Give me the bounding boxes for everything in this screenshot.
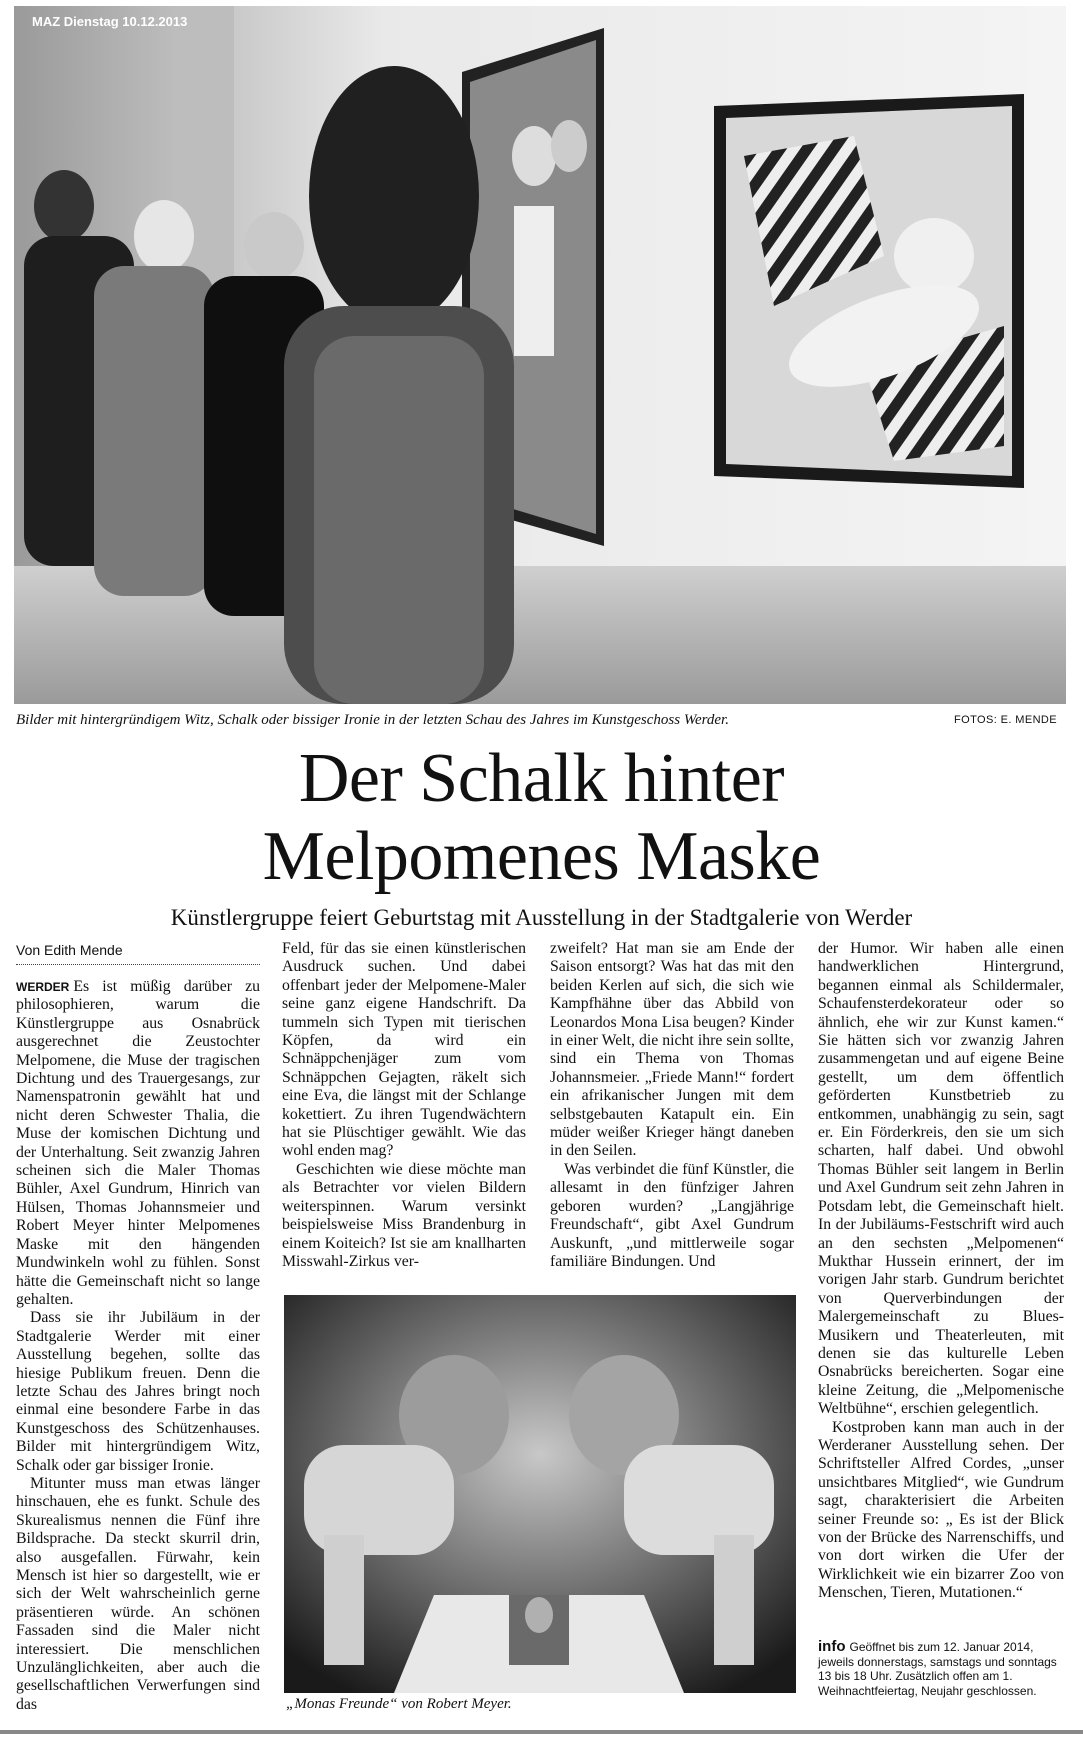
gallery-photo (14, 6, 1066, 704)
info-text: Geöffnet bis zum 12. Januar 2014, jeweils donnerstags, samstags und sonntags 13 bis 18 Uhr. Zusätzlich offen am 1. Weihnachtfeiertag, Neujahr geschlossen. (818, 1640, 1057, 1698)
painting-photo (284, 1295, 796, 1693)
info-label: info (818, 1638, 846, 1655)
byline: Von Edith Mende (16, 942, 260, 965)
subheadline: Künstlergruppe feiert Geburtstag mit Ausstellung in der Stadtgalerie von Werder (170, 905, 913, 930)
article-paragraph: Mitunter muss man etwas länger hinschauen, ehe es funkt. Schule des Skurealismus nennen die Fünf ihre Bildsprache. Da steckt skurril drin, also ausgefallen. Fürwahr, kein Mensch ist hier so dargestellt, wie er sich der Welt wahrscheinlich gerne präsentieren würde. An schönen Fassaden sind die Maler nicht interessiert. Die menschlichen Unzulänglichkeiten, aber auch die gesellschaftlichen Verwerfungen sind das (16, 1474, 260, 1713)
photo-caption: Bilder mit hintergründigem Witz, Schalk oder bissiger Ironie in der letzten Schau des Jahres im Kunstgeschoss Werder. (16, 712, 729, 728)
page-header-label: MAZ Dienstag 10.12.2013 (32, 14, 188, 29)
article-paragraph: Kostproben kann man auch in der Werderaner Ausstellung sehen. Der Schriftsteller Alfred Cordes, „unser unsichtbares Mitglied“, wie Gundrum sagt, charakterisiert die Arbeiten seiner Freunde so: „ Es ist der Blick von der Brücke des Narrenschiffs, und von dort wirken die Ufer der Wirklichkeit wie ein bizarrer Zoo von Menschen, Tieren, Mutationen.“ (818, 1418, 1064, 1602)
bottom-rule (0, 1730, 1083, 1734)
paragraph-text: Es ist müßig darüber zu philosophieren, warum die Künstlergruppe aus Osnabrück ausgerechnet die Zeustochter Melpomene, die Muse der tragischen Dichtung und des Trauergesangs, zur Namenspatronin gewählt hat und nicht deren Schwester Thalia, die Muse der komischen Dichtung und der Unterhaltung. Seit zwanzig Jahren scheinen sich die Maler Thomas Bühler, Axel Gundrum, Hinrich van Hülsen, Thomas Johannsmeier und Robert Meyer hinter Melpomenes Maske mit den hängenden Mundwinkeln wohl zu fühlen. Sonst hätte die Gemeinschaft nicht so lange gehalten. (16, 978, 260, 1308)
article-paragraph: Dass sie ihr Jubiläum in der Stadtgalerie Werder mit einer Ausstellung begehen, sollte das hiesige Publikum freuen. Denn die letzte Schau des Jahres bringt noch einmal eine besondere Farbe in das Kunstgeschoss des Schützenhauses. Bilder mit hintergründigem Witz, Schalk oder gar bissiger Ironie. (16, 1309, 260, 1474)
headline-line-1: Der Schalk hinter (298, 740, 785, 817)
gallery-photo-illustration (14, 6, 1066, 704)
article-paragraph: der Humor. Wir haben alle einen handwerklichen Hintergrund, begannen einmal als Schildermaler, Schaufensterdekorateur oder so ähnlich, ehe wir zur Kunst kamen.“ Sie hätten sich vor zwanzig Jahren zusammengetan und auf eigene Beine gestellt, um dem öffentlich geförderten Kunstbetrieb zu entkommen, unabhängig zu sein, sagt er. Ein Förderkreis, den sie um sich scharten, half dabei. Und obwohl Thomas Bühler seit langem in Berlin und Axel Gundrum seit zehn Jahren in Potsdam lebt, die Gemeinschaft hielt. In der Jubiläums-Festschrift wird auch an den sechsten „Melpomenen“ Mukthar Hussein erinnert, der im vorigen Jahr starb. Gundrum berichtet von Querverbindungen der Malergemeinschaft zu Blues-Musikern und Theaterleuten, mit denen sie das kulturelle Leben Osnabrücks bereicherten. Sogar eine kleine Zeitung, die „Melpomenische Weltbühne“, erschien gelegentlich. (818, 940, 1064, 1418)
article-paragraph: Geschichten wie diese möchte man als Betrachter vor vielen Bildern weiterspinnen. Warum versinkt beispielsweise Miss Brandenburg in einem Koiteich? Ist sie am knallharten Misswahl-Zirkus ver- (282, 1160, 526, 1270)
painting-photo-illustration (284, 1295, 796, 1693)
dateline: WERDER (16, 980, 70, 994)
article-column-2 (282, 940, 526, 1271)
article-paragraph (16, 978, 260, 1309)
article-paragraph: zweifelt? Hat man sie am Ende der Saison entsorgt? Was hat das mit den beiden Kerlen auf sich, die sich wie Kampfhähne über das Abbild von Leonardos Mona Lisa beugen? Kinder in einer Welt, die nicht ihre sein sollte, sind ein Thema von Thomas Johannsmeier. „Friede Mann!“ fordert ein afrikanischer Jungen mit dem selbstgebauten Katapult ein. Ein müder weißer Krieger hängt daneben in den Seilen. (550, 940, 794, 1160)
headline (0, 740, 1083, 896)
painting-caption: „Monas Freunde“ von Robert Meyer. (286, 1696, 512, 1712)
article-column-4 (818, 940, 1064, 1603)
article-paragraph: Was verbindet die fünf Künstler, die allesamt in den fünfziger Jahren geboren wurden? „Langjährige Freundschaft“, gibt Axel Gundrum Auskunft, „und mittlerweile sogar familiäre Bindungen. Und (550, 1160, 794, 1270)
article-column-1 (16, 978, 260, 1714)
photo-credit: FOTOS: E. MENDE (954, 714, 1057, 726)
info-box (818, 1640, 1064, 1698)
headline-line-2: Melpomenes Maske (262, 818, 821, 895)
article-paragraph: Feld, für das sie einen künstlerischen Ausdruck suchen. Und dabei offenbart jeder der Melpomene-Maler seine ganz eigene Handschrift. Da tummeln sich Typen mit tierischen Köpfen, da wird ein Schnäppchenjäger zum vom Schnäppchen Gejagten, räkelt sich eine Eva, die längst mit der Schlange kokettiert. Zu ihren Tugendwächtern hat sie Plüschtiger gewählt. Wie das wohl enden mag? (282, 940, 526, 1160)
article-column-3 (550, 940, 794, 1271)
